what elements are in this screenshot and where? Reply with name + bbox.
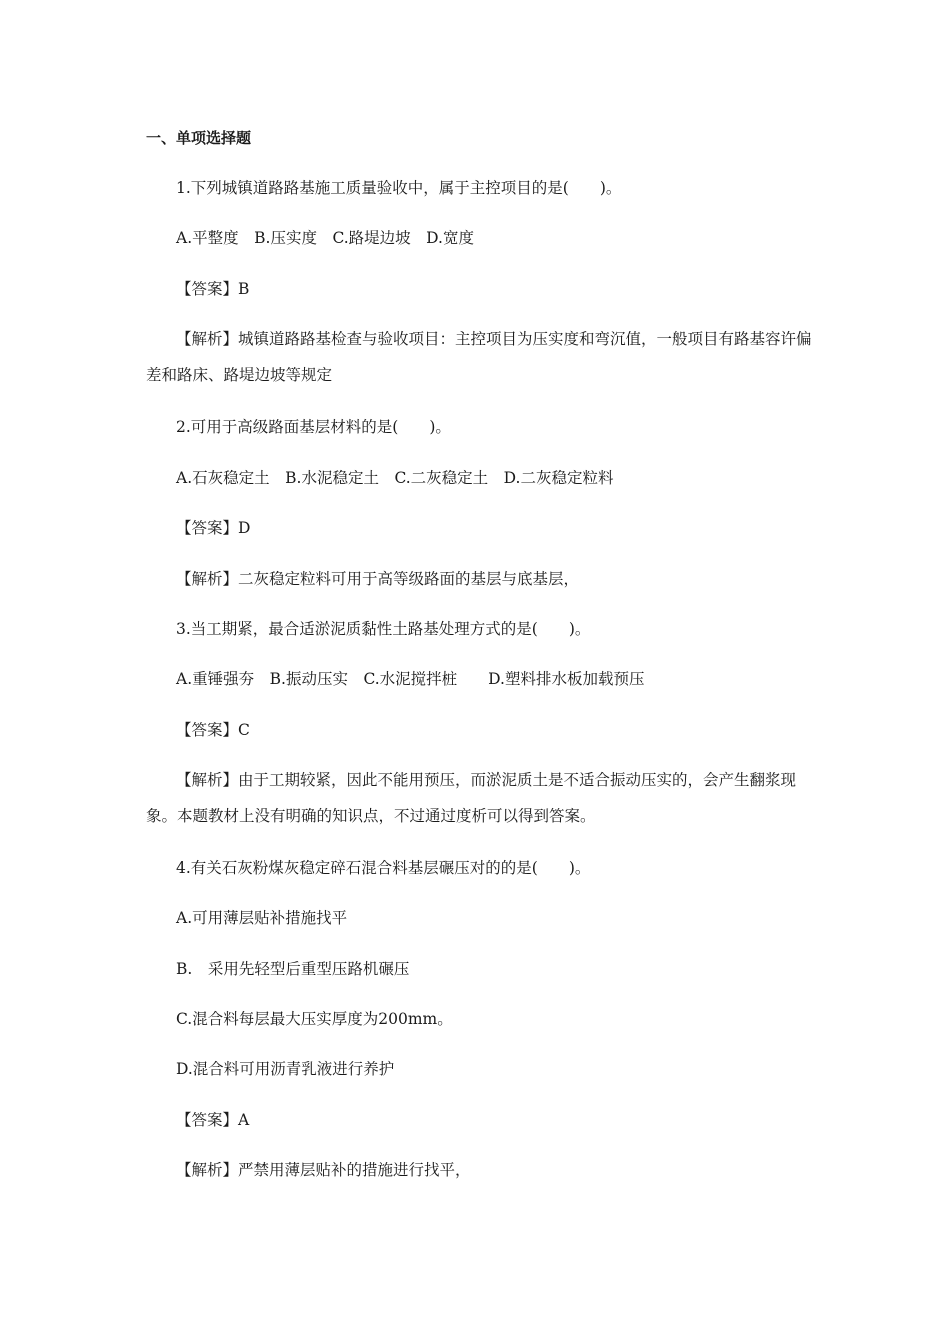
- question-1-options: A.平整度 B.压实度 C.路堤边坡 D.宽度: [176, 229, 474, 247]
- question-1-analysis: 【解析】城镇道路路基检查与验收项目：主控项目为压实度和弯沉值，一般项目有路基容许偏差和路床、路堤边坡等规定: [146, 330, 812, 384]
- section-title: 一、单项选择题: [146, 129, 252, 147]
- question-2-analysis: 【解析】二灰稳定粒料可用于高等级路面的基层与底基层，: [176, 570, 580, 588]
- question-4-option-b: B. 采用先轻型后重型压路机碾压: [176, 960, 410, 978]
- question-4-option-c: C.混合料每层最大压实厚度为200mm。: [176, 1010, 453, 1028]
- question-3-analysis: 【解析】由于工期较紧，因此不能用预压，而淤泥质土是不适合振动压实的，会产生翻浆现象。本题教材上没有明确的知识点，不过通过度析可以得到答案。: [146, 771, 797, 825]
- question-4-answer: 【答案】A: [176, 1111, 250, 1129]
- question-2-answer: 【答案】D: [176, 519, 251, 537]
- question-4-option-a: A.可用薄层贴补措施找平: [176, 909, 348, 927]
- question-3-options: A.重锤强夯 B.振动压实 C.水泥搅拌桩 D.塑料排水板加载预压: [176, 670, 645, 688]
- question-3-stem: 3.当工期紧，最合适淤泥质黏性土路基处理方式的是( )。: [176, 620, 591, 638]
- question-4-analysis: 【解析】严禁用薄层贴补的措施进行找平，: [176, 1161, 471, 1179]
- question-2-options: A.石灰稳定土 B.水泥稳定土 C.二灰稳定土 D.二灰稳定粒料: [176, 469, 614, 487]
- question-1-answer: 【答案】B: [176, 280, 250, 298]
- question-4-option-d: D.混合料可用沥青乳液进行养护: [176, 1060, 395, 1078]
- question-2-stem: 2.可用于高级路面基层材料的是( )。: [176, 418, 451, 436]
- question-4-stem: 4.有关石灰粉煤灰稳定碎石混合料基层碾压对的的是( )。: [176, 859, 591, 877]
- question-3-answer: 【答案】C: [176, 721, 250, 739]
- question-1-stem: 1.下列城镇道路路基施工质量验收中，属于主控项目的是( )。: [176, 179, 622, 197]
